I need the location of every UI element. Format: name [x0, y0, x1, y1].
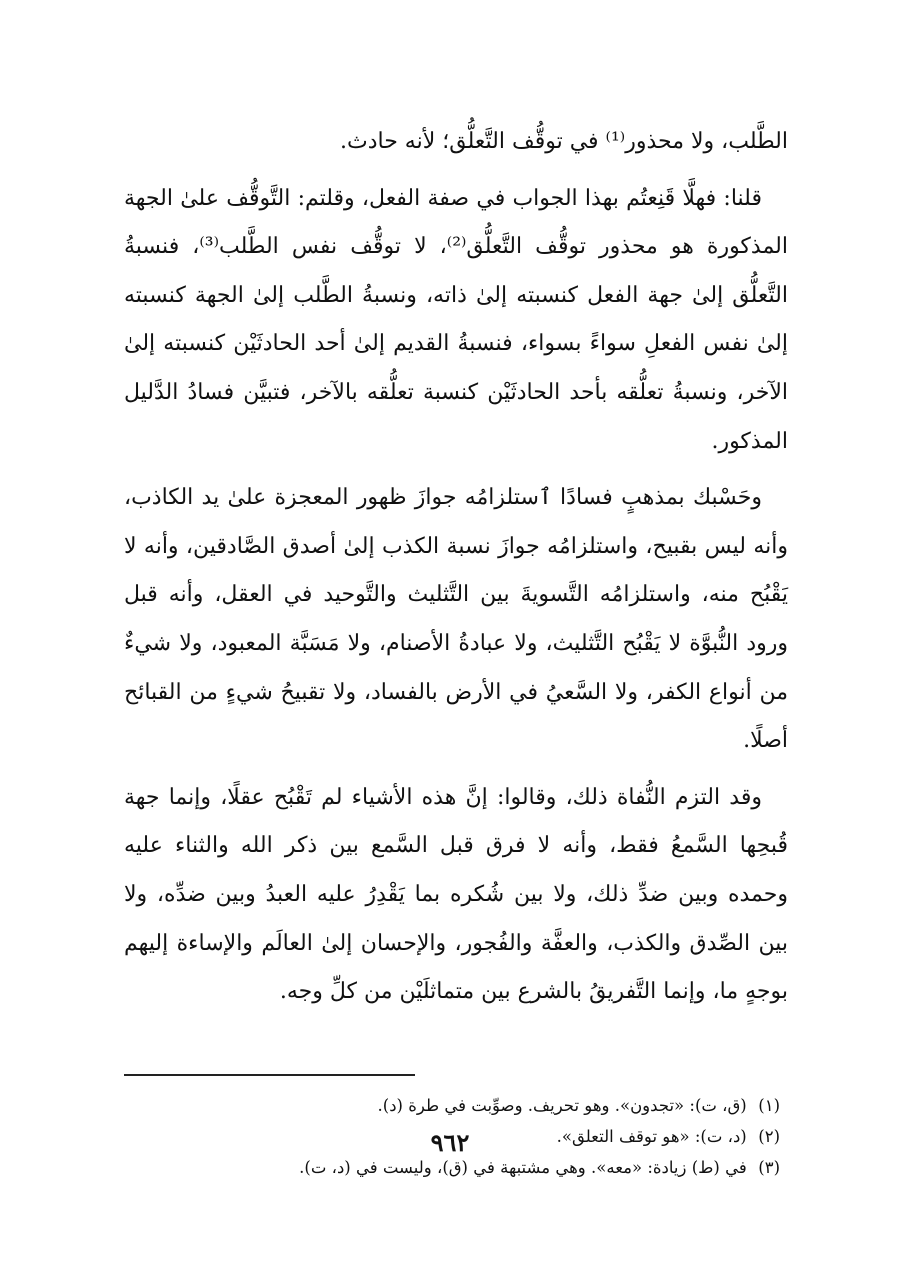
paragraph-2: قلنا: فهلَّا قَنِعتُم بهذا الجواب في صفة الفعل، وقلتم: التَّوقُّف علىٰ الجهة المذكورة هو محذور توقُّف التَّعلُّق⁽²⁾، لا توقُّف نفس الطَّلب⁽³⁾، فنسبةُ التَّعلُّق إلىٰ جهة الفعل كنسبته إلىٰ ذاته، ونسبةُ الطَّلب إلىٰ الجهة كنسبته إلىٰ نفس الفعلِ سواءً بسواء، فنسبةُ القديم إلىٰ أحد الحادثَيْن كنسبته إلىٰ الآخر، ونسبةُ تعلُّقه بأحد الحادثَيْن كنسبة تعلُّقه بالآخر، فتبيَّن فسادُ الدَّليل المذكور. [124, 185, 788, 454]
footnote-separator-wrap [124, 1043, 788, 1076]
footnote-number: (٢) [758, 1126, 780, 1146]
page-number: ٩٦٢ [430, 1128, 470, 1157]
paragraph-4: وقد التزم النُّفاة ذلك، وقالوا: إنَّ هذه الأشياء لم تَقْبُح عقلًا، وإنما جهة قُبحِها السَّمعُ فقط، وأنه لا فرق قبل السَّمع بين ذكر الله والثناء عليه وحمده وبين ضدِّ ذلك، ولا بين شُكره بما يَقْدِرُ عليه العبدُ وبين ضدِّه، ولا بين الصِّدق والكذب، والعفَّة والفُجور، والإحسان إلىٰ العالَم والإساءة إليهم بوجهٍ ما، وإنما التَّفريقُ بالشرع بين متماثلَيْن من كلِّ وجه. [124, 784, 788, 1005]
footnote-separator [124, 1074, 415, 1076]
page-content [124, 118, 788, 1178]
footnote-1 [124, 1090, 788, 1121]
footnote-text: (ق، ت): «تجدون». وهو تحريف. وصوِّبت في طرة (د). [377, 1095, 747, 1115]
paragraph-3: وحَسْبك بمذهبٍ فسادًا ٱستلزامُه جوازَ ظهور المعجزة علىٰ يد الكاذب، وأنه ليس بقبيح، واستلزامُه جوازَ نسبة الكذب إلىٰ أصدق الصَّادقين، وأنه لا يَقْبُح منه، واستلزامُه التَّسويةَ بين التَّثليث والتَّوحيد في العقل، وأنه قبل ورود النُّبوَّة لا يَقْبُح التَّثليث، ولا عبادةُ الأصنام، ولا مَسَبَّة المعبود، ولا شيءٌ من أنواع الكفر، ولا السَّعيُ في الأرض بالفساد، ولا تقبيحُ شيءٍ من القبائح أصلًا. [124, 485, 788, 754]
footnote-text: (د، ت): «هو توقف التعلق». [556, 1126, 747, 1146]
paragraph-1: الطَّلب، ولا محذور⁽¹⁾ في توقُّف التَّعلُّق؛ لأنه حادث. [340, 129, 788, 154]
footnote-number: (٣) [758, 1157, 780, 1177]
footnote-text: في (ط) زيادة: «معه». وهي مشتبهة في (ق)، وليست في (د، ت). [299, 1157, 747, 1177]
footnote-number: (١) [758, 1095, 780, 1115]
